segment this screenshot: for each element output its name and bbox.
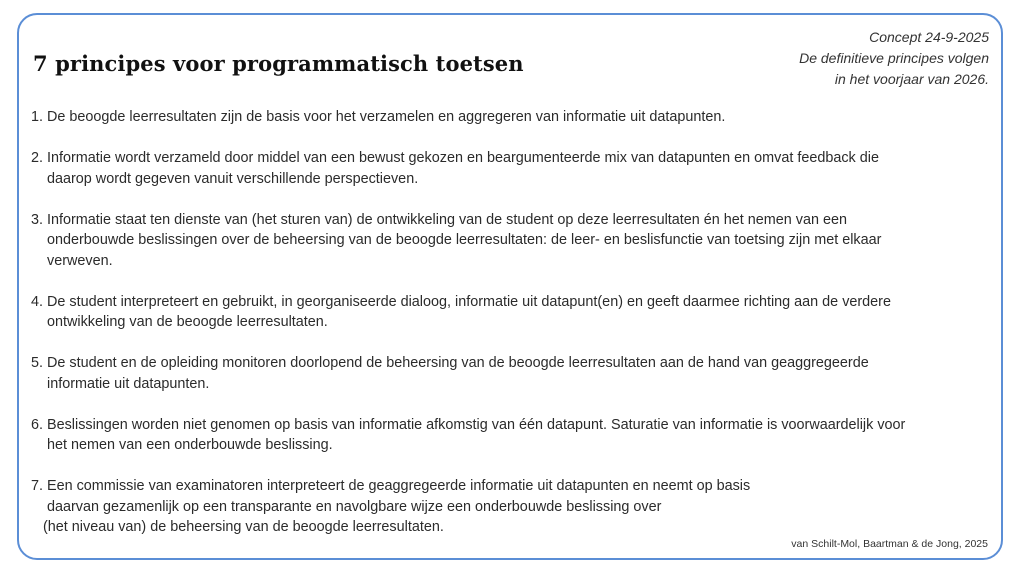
principle-number: 2.: [31, 150, 44, 166]
source-credit: van Schilt-Mol, Baartman & de Jong, 2025: [791, 538, 988, 550]
principle-text: Informatie staat ten dienste van (het sturen van) de ontwikkeling van de student op deze leerresultaten én het nemen van een onderbouwde beslissingen over de beheersing van de beoogde leerresultaten: de leer- en beslisfunctie van toetsing zijn met elkaar verweven.: [47, 211, 882, 269]
principle-text-line: Een commissie van examinatoren interpreteert de geaggregeerde informatie uit datapunten en neemt op basis: [47, 478, 751, 494]
principle-text: De beoogde leerresultaten zijn de basis voor het verzamelen en aggregeren van informatie uit datapunten.: [47, 109, 726, 125]
principle-text: Beslissingen worden niet genomen op basis van informatie afkomstig van één datapunt. Saturatie van informatie is voorwaardelijk voor het nemen van een onderbouwde beslissing.: [47, 416, 906, 453]
principle-number: 5.: [31, 355, 44, 371]
principle-text: De student en de opleiding monitoren doorlopend de beheersing van de beoogde leerresultaten aan de hand van geaggregeerde informatie uit datapunten.: [47, 355, 869, 392]
slide-title: 7 principes voor programmatisch toetsen: [33, 51, 524, 76]
slide-frame: [17, 13, 1003, 560]
principle-2: [31, 148, 911, 189]
principle-number: 1.: [31, 109, 44, 125]
concept-note: [799, 27, 989, 90]
concept-note-line: Concept 24-9-2025: [869, 29, 989, 45]
principle-number: 3.: [31, 211, 44, 228]
principles-list: [31, 107, 911, 558]
principle-number: 4.: [31, 293, 44, 310]
principle-3: [31, 210, 911, 272]
principle-text: [43, 476, 911, 538]
principle-number: 6.: [31, 416, 44, 433]
concept-note-line: in het voorjaar van 2026.: [834, 71, 989, 87]
principle-text-line: (het niveau van) de beheersing van de beoogde leerresultaten.: [43, 519, 444, 535]
principle-1: [31, 107, 911, 128]
principle-5: [31, 353, 911, 394]
principle-number: 7.: [31, 478, 44, 494]
principle-7: [31, 476, 911, 538]
principle-text-line: daarvan gezamenlijk op een transparante en navolgbare wijze een onderbouwde beslissing over: [47, 498, 662, 515]
principle-4: [31, 292, 911, 333]
principle-text: De student interpreteert en gebruikt, in georganiseerde dialoog, informatie uit datapunt(en) en geeft daarmee richting aan de verdere ontwikkeling van de beoogde leerresultaten.: [47, 293, 891, 330]
principle-text: Informatie wordt verzameld door middel van een bewust gekozen en beargumenteerde mix van datapunten en omvat feedback die daarop wordt gegeven vanuit verschillende perspectieven.: [47, 150, 879, 187]
concept-note-line: De definitieve principes volgen: [799, 50, 989, 66]
principle-6: [31, 415, 911, 456]
